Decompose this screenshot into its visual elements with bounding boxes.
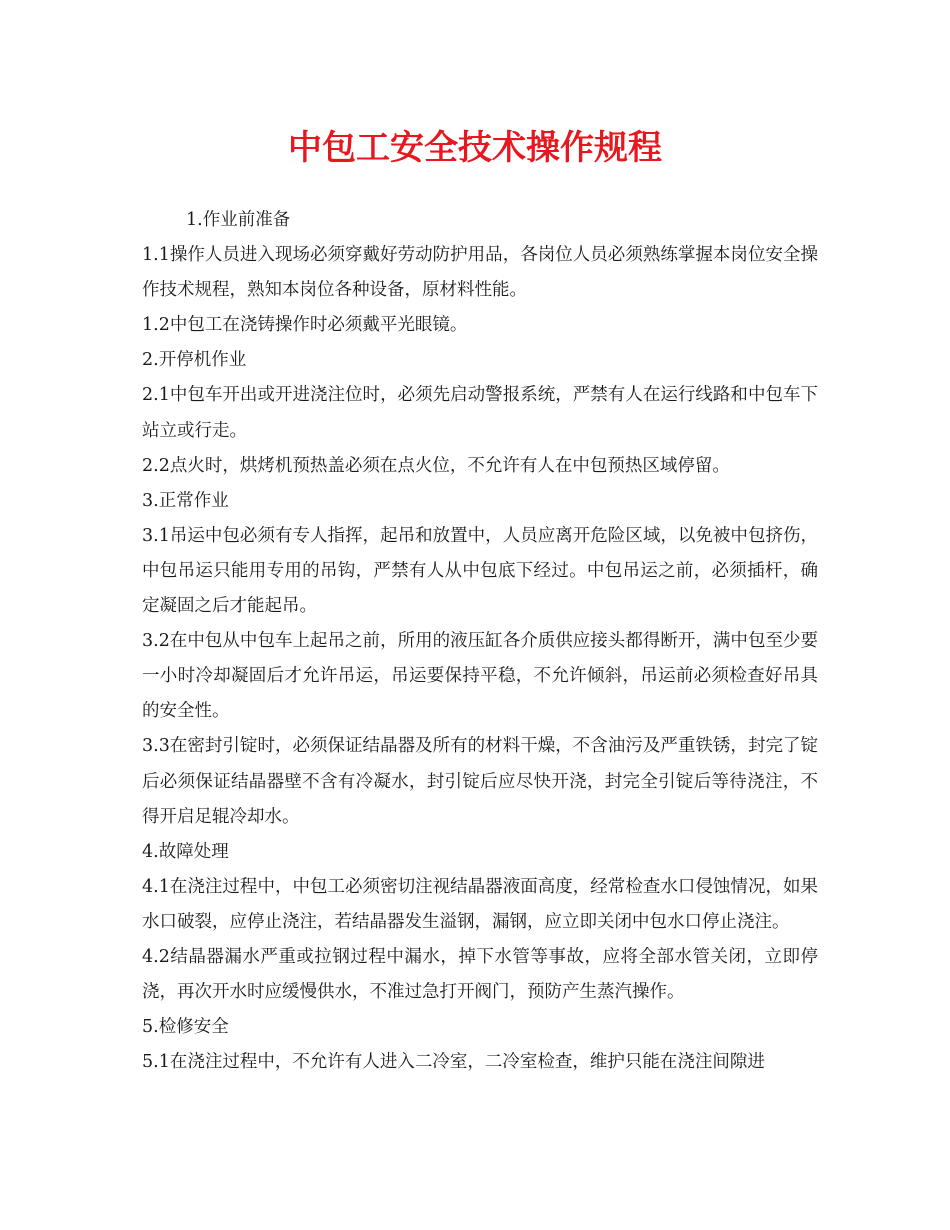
paragraph-1-1: 1.1操作人员进入现场必须穿戴好劳动防护用品，各岗位人员必须熟练掌握本岗位安全操作技术规程，熟知本岗位各种设备，原材料性能。 — [142, 245, 818, 301]
section-heading-3: 3.正常作业 — [142, 490, 229, 511]
section-heading-1: 1.作业前准备 — [186, 210, 291, 230]
paragraph-1-2: 1.2中包工在浇铸操作时必须戴平光眼镜。 — [142, 315, 468, 336]
paragraph-5-1: 5.1在浇注过程中，不允许有人进入二冷室，二冷室检查，维护只能在浇注间隙进 — [142, 1052, 765, 1073]
paragraph-2-1: 2.1中包车开出或开进浇注位时，必须先启动警报系统，严禁有人在运行线路和中包车下站立或行走。 — [142, 385, 818, 441]
paragraph-3-1: 3.1吊运中包必须有专人指挥，起吊和放置中，人员应离开危险区域，以免被中包挤伤，中包吊运只能用专用的吊钩，严禁有人从中包底下经过。中包吊运之前，必须插杆，确定凝固之后才能起吊。 — [142, 525, 818, 617]
paragraph-3-2: 3.2在中包从中包车上起吊之前，所用的液压缸各介质供应接头都得断开，满中包至少要一小时冷却凝固后才允许吊运，吊运要保持平稳，不允许倾斜，吊运前必须检查好吊具的安全性。 — [142, 631, 818, 722]
paragraph-4-1: 4.1在浇注过程中，中包工必须密切注视结晶器液面高度，经常检查水口侵蚀情况，如果水口破裂，应停止浇注，若结晶器发生溢钢，漏钢，应立即关闭中包水口停止浇注。 — [142, 876, 818, 932]
document-title: 中包工安全技术操作规程 — [288, 128, 662, 168]
paragraph-4-2: 4.2结晶器漏水严重或拉钢过程中漏水，掉下水管等事故，应将全部水管关闭，立即停浇，再次开水时应缓慢供水，不准过急打开阀门，预防产生蒸汽操作。 — [142, 946, 818, 1003]
document-body — [142, 203, 818, 1080]
section-heading-2: 2.开停机作业 — [142, 350, 247, 371]
section-heading-5: 5.检修安全 — [142, 1017, 229, 1038]
paragraph-2-2: 2.2点火时，烘烤机预热盖必须在点火位，不允许有人在中包预热区域停留。 — [142, 455, 730, 476]
paragraph-3-3: 3.3在密封引锭时，必须保证结晶器及所有的材料干燥，不含油污及严重铁锈，封完了锭后必须保证结晶器壁不含有冷凝水，封引锭后应尽快开浇，封完全引锭后等待浇注，不得开启足辊冷却水。 — [142, 736, 818, 827]
section-heading-4: 4.故障处理 — [142, 841, 229, 862]
